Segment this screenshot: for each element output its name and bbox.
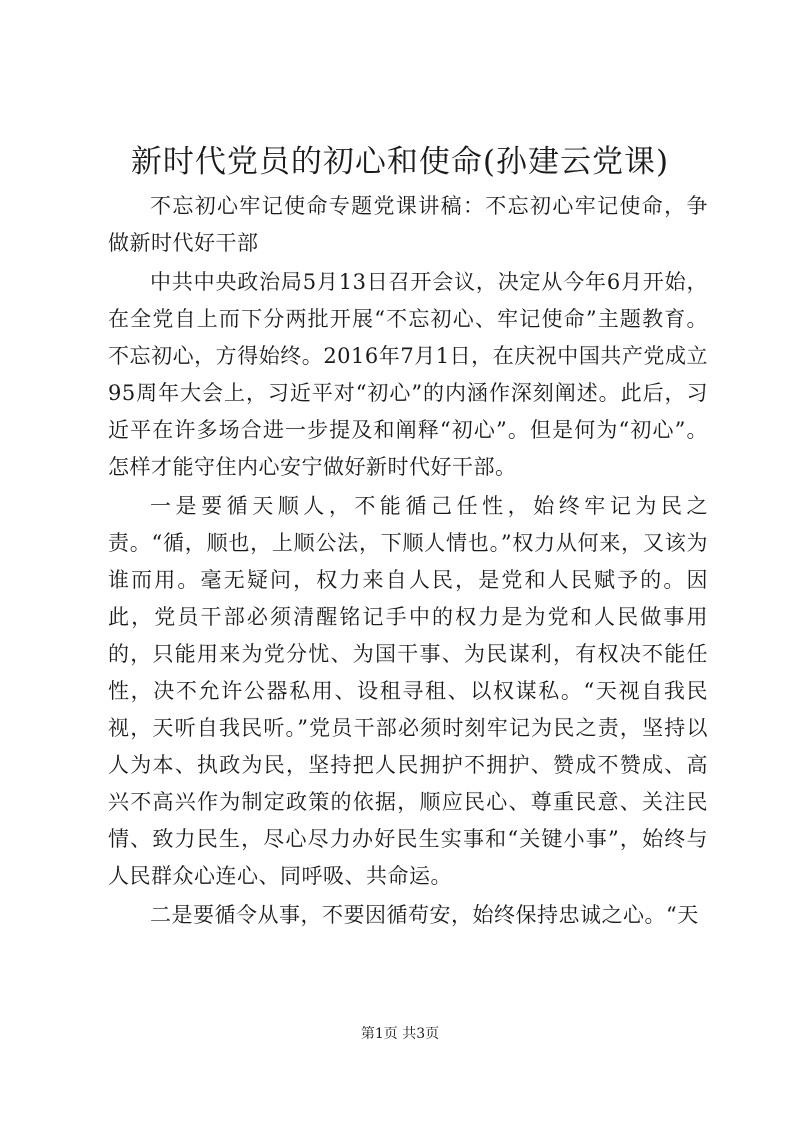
document-body [108, 188, 708, 936]
paragraph-intro: 中共中央政治局5月13日召开会议，决定从今年6月开始，在全党自上而下分两批开展“不忘初心、牢记使命”主题教育。不忘初心，方得始终。2016年7月1日，在庆祝中国共产党成立95周年大会上，习近平对“初心”的内涵作深刻阐述。此后，习近平在许多场合进一步提及和阐释“初心”。但是何为“初心”。怎样才能守住内心安宁做好新时代好干部。 [108, 270, 708, 479]
paragraph-point-one: 一是要循天顺人，不能循己任性，始终牢记为民之责。“循，顺也，上顺公法，下顺人情也。”权力从何来，又该为谁而用。毫无疑问，权力来自人民，是党和人民赋予的。因此，党员干部必须清醒铭记手中的权力是为党和人民做事用的，只能用来为党分忧、为国干事、为民谋利，有权决不能任性，决不允许公器私用、设租寻租、以权谋私。“天视自我民视，天听自我民听。”党员干部必须时刻牢记为民之责，坚持以人为本、执政为民，坚持把人民拥护不拥护、赞成不赞成、高兴不高兴作为制定政策的依据，顺应民心、尊重民意、关注民情、致力民生，尽心尽力办好民生实事和“关键小事”，始终与人民群众心连心、同呼吸、共命运。 [108, 494, 708, 888]
page-footer: 第1页 共3页 [360, 1026, 440, 1042]
page-title: 新时代党员的初心和使命(孙建云党课) [130, 144, 670, 180]
paragraph-point-two: 二是要循令从事，不要因循苟安，始终保持忠诚之心。“天 [150, 903, 699, 927]
paragraph-subtitle: 不忘初心牢记使命专题党课讲稿：不忘初心牢记使命，争做新时代好干部 [108, 194, 708, 255]
